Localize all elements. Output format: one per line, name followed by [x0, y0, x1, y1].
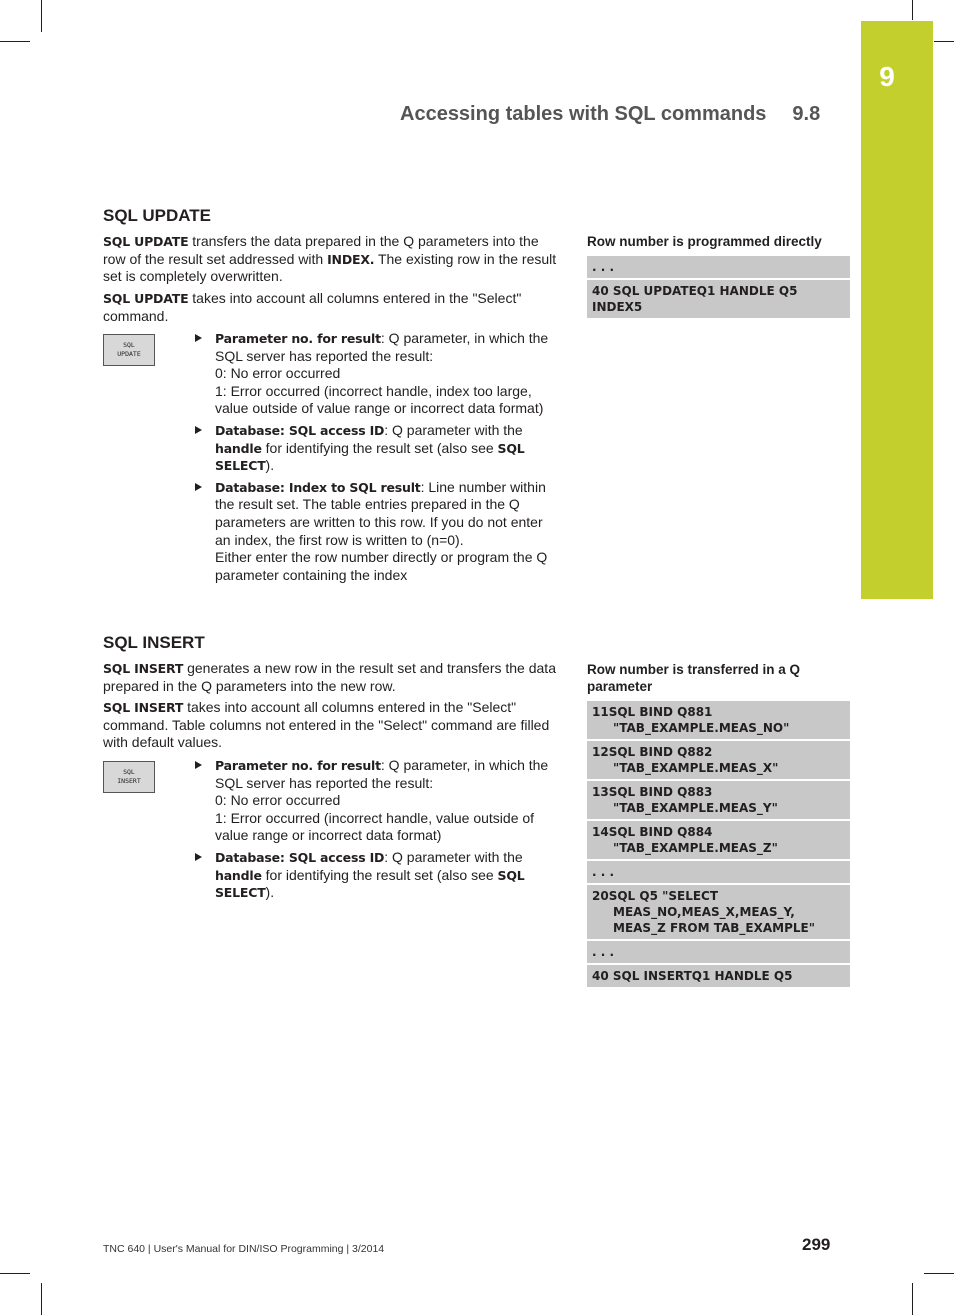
- crop-mark: [912, 0, 913, 20]
- running-head-title: Accessing tables with SQL commands: [400, 103, 767, 125]
- code-line: [587, 941, 850, 963]
- text: ).: [265, 457, 275, 474]
- side-heading-update: Row number is programmed directly: [587, 234, 822, 249]
- keyword: SQL SELECT: [215, 440, 525, 474]
- crop-mark: [41, 0, 42, 32]
- code-text: 14SQL BIND Q884: [592, 825, 713, 839]
- text: takes into account all columns entered in the "Select" command. Table columns not entered in the "Select" command are filled with default values.: [103, 699, 550, 751]
- text: 0: No error occurred: [215, 792, 341, 809]
- keyword: handle: [215, 867, 262, 883]
- arrow-right-icon: [195, 853, 202, 861]
- text: for identifying the result set (also see: [261, 866, 498, 883]
- command-keyword: SQL UPDATE: [103, 234, 189, 249]
- text: takes into account all columns entered in the "Select" command.: [103, 290, 522, 324]
- section-heading-sql-insert: SQL INSERT: [103, 633, 205, 652]
- text: : Q parameter, in which the SQL server has reported the result:: [215, 330, 549, 364]
- arrow-right-icon: [195, 483, 202, 491]
- page-number: 299: [802, 1235, 831, 1254]
- parameter-label: Parameter no. for result: [215, 758, 381, 773]
- command-keyword: SQL INSERT: [103, 700, 184, 715]
- running-head: [400, 103, 820, 126]
- code-line: [587, 280, 850, 318]
- code-continuation: "TAB_EXAMPLE.MEAS_NO": [613, 721, 790, 735]
- text: : Q parameter with the: [384, 421, 523, 438]
- text: The existing row in the result set is completely overwritten.: [103, 250, 557, 285]
- code-text: . . .: [592, 945, 615, 959]
- parameter-label: Database: SQL access ID: [215, 849, 385, 865]
- crop-mark: [0, 1273, 30, 1274]
- paragraph-insert-intro: [103, 660, 563, 695]
- softkey-line: UPDATE: [117, 350, 141, 358]
- code-text: 13SQL BIND Q883: [592, 785, 713, 799]
- command-keyword: SQL INSERT: [103, 661, 184, 676]
- paragraph-update-columns: [103, 290, 563, 325]
- code-continuation: "TAB_EXAMPLE.MEAS_Z": [613, 841, 778, 855]
- code-text: 11SQL BIND Q881: [592, 705, 713, 719]
- paragraph-update-intro: [103, 233, 563, 286]
- chapter-tab: [861, 21, 933, 599]
- text: : Q parameter, in which the SQL server has reported the result:: [215, 757, 549, 791]
- crop-mark: [912, 1283, 913, 1315]
- side-heading-insert: Row number is transferred in a Q parameter: [587, 662, 801, 694]
- parameter-label: Parameter no. for result: [215, 331, 381, 346]
- code-block-update: [587, 256, 850, 320]
- code-text: 12SQL BIND Q882: [592, 745, 713, 759]
- arrow-right-icon: [195, 761, 202, 769]
- code-continuation: "TAB_EXAMPLE.MEAS_Y": [613, 801, 778, 815]
- parameter-label: Database: Index to SQL result: [215, 479, 421, 495]
- crop-mark: [924, 1273, 954, 1274]
- text: Either enter the row number directly or program the Q parameter containing the index: [215, 549, 548, 583]
- list-item: [195, 330, 557, 418]
- text: 1: Error occurred (incorrect handle, value outside of value range or incorrect data format): [215, 809, 535, 844]
- update-parameter-list: [195, 330, 557, 588]
- crop-mark: [41, 1283, 42, 1315]
- text: 1: Error occurred (incorrect handle, index too large, value outside of value range or incorrect data format): [215, 382, 544, 417]
- text: transfers the data prepared in the Q parameters into the row of the result set addressed with: [103, 233, 539, 267]
- footer-text: TNC 640 | User's Manual for DIN/ISO Programming | 3/2014: [103, 1243, 385, 1255]
- code-text: 40 SQL INSERTQ1 HANDLE Q5: [592, 969, 793, 983]
- code-text: 20SQL Q5 "SELECT: [592, 889, 719, 903]
- list-item: [195, 849, 557, 902]
- softkey-line: INSERT: [117, 777, 141, 785]
- list-item: [195, 479, 557, 585]
- list-item: [195, 422, 557, 475]
- code-line: [587, 965, 850, 987]
- text: : Line number within the result set. The table entries prepared in the Q parameters are written to this row. If you do not enter an index, the first row is written to (n=0).: [215, 478, 546, 548]
- arrow-right-icon: [195, 334, 202, 342]
- sql-insert-softkey: [103, 761, 155, 793]
- code-line: [587, 885, 850, 939]
- sql-update-softkey: [103, 334, 155, 366]
- text: : Q parameter with the: [384, 848, 523, 865]
- code-line: [587, 781, 850, 819]
- keyword: handle: [215, 440, 262, 456]
- text: 0: No error occurred: [215, 365, 341, 382]
- softkey-line: SQL: [123, 341, 135, 349]
- code-line: [587, 861, 850, 883]
- code-line: [587, 821, 850, 859]
- section-heading-sql-update: SQL UPDATE: [103, 206, 211, 225]
- command-keyword: INDEX.: [327, 251, 375, 267]
- code-text: . . .: [592, 865, 615, 879]
- paragraph-insert-columns: [103, 699, 563, 752]
- chapter-number: 9: [879, 61, 895, 92]
- parameter-label: Database: SQL access ID: [215, 422, 385, 438]
- crop-mark: [934, 41, 954, 42]
- insert-parameter-list: [195, 757, 557, 906]
- command-keyword: SQL UPDATE: [103, 291, 189, 306]
- softkey-line: SQL: [123, 768, 135, 776]
- arrow-right-icon: [195, 426, 202, 434]
- code-continuation: MEAS_NO,MEAS_X,MEAS_Y, MEAS_Z FROM TAB_EXAMPLE": [613, 905, 815, 935]
- code-line: [587, 256, 850, 278]
- list-item: [195, 757, 557, 845]
- code-line: [587, 701, 850, 739]
- running-head-section: 9.8: [792, 103, 821, 125]
- code-text: . . .: [592, 260, 615, 274]
- text: ).: [265, 884, 275, 901]
- crop-mark: [0, 41, 30, 42]
- code-line: [587, 741, 850, 779]
- code-block-insert: [587, 701, 850, 989]
- code-continuation: "TAB_EXAMPLE.MEAS_X": [613, 761, 779, 775]
- keyword: SQL SELECT: [215, 867, 525, 901]
- text: for identifying the result set (also see: [261, 439, 498, 456]
- code-text: 40 SQL UPDATEQ1 HANDLE Q5 INDEX5: [592, 284, 798, 314]
- text: generates a new row in the result set and transfers the data prepared in the Q parameters into the new row.: [103, 660, 556, 694]
